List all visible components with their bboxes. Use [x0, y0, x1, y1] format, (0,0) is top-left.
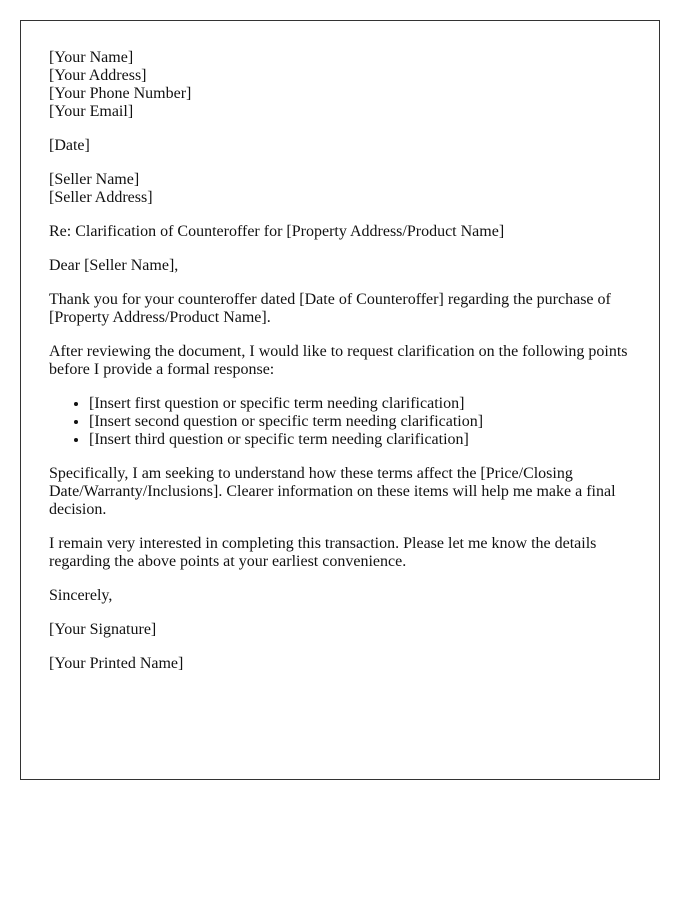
specifics-paragraph: Specifically, I am seeking to understand how these terms affect the [Price/Closing Date/Warranty/Inclusions]. Clearer information on these items will help me make a final decision.: [49, 465, 616, 518]
sender-block: [49, 49, 631, 121]
salutation: Dear [Seller Name],: [49, 257, 179, 274]
question-item: • [Insert second question or specific term needing clarification]: [89, 413, 631, 431]
recipient-block: [49, 171, 631, 207]
recipient-address: [Seller Address]: [49, 189, 153, 206]
subject-line: Re: Clarification of Counteroffer for [Property Address/Product Name]: [49, 223, 505, 240]
printed-name: [Your Printed Name]: [49, 655, 184, 672]
question-list: [49, 395, 631, 449]
letter-date: [Date]: [49, 137, 90, 154]
question-item: • [Insert third question or specific term needing clarification]: [89, 431, 631, 449]
sender-phone: [Your Phone Number]: [49, 85, 192, 102]
request-paragraph: After reviewing the document, I would like to request clarification on the following points before I provide a formal response:: [49, 343, 628, 378]
signature: [Your Signature]: [49, 621, 157, 638]
signoff: Sincerely,: [49, 587, 113, 604]
sender-name: [Your Name]: [49, 49, 134, 66]
question-item: • [Insert first question or specific term needing clarification]: [89, 395, 631, 413]
sender-address: [Your Address]: [49, 67, 147, 84]
letter-page: [20, 20, 660, 780]
closing-paragraph: I remain very interested in completing this transaction. Please let me know the details regarding the above points at your earliest convenience.: [49, 535, 597, 570]
sender-email: [Your Email]: [49, 103, 134, 120]
intro-paragraph: Thank you for your counteroffer dated [Date of Counteroffer] regarding the purchase of [Property Address/Product Name].: [49, 291, 611, 326]
recipient-name: [Seller Name]: [49, 171, 140, 188]
